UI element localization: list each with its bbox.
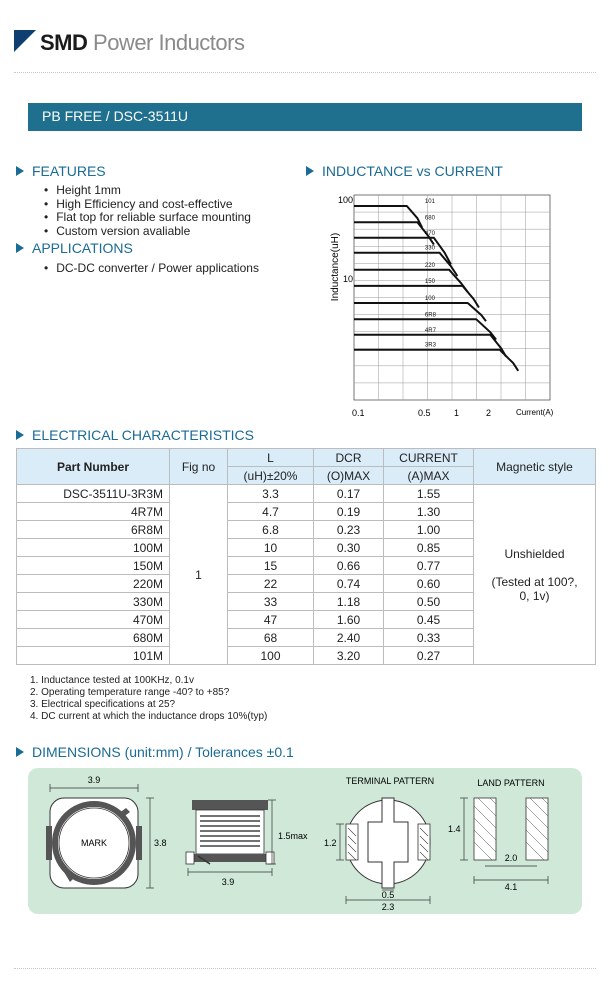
y-axis-label: Inductance(uH) <box>330 232 341 302</box>
current-value: 1.55 <box>384 485 474 503</box>
note: 2. Operating temperature range -40? to +85? <box>30 687 230 698</box>
terminal-width1-label: 0.5 <box>381 890 395 900</box>
dimensions-heading <box>16 744 294 760</box>
header-logo-mark <box>14 30 36 52</box>
dcr-value: 0.30 <box>314 539 384 557</box>
dcr-value: 0.74 <box>314 575 384 593</box>
triangle-bullet-icon <box>16 430 24 440</box>
inductance-value: 6.8 <box>228 521 314 539</box>
dimensions-title: DIMENSIONS (unit:mm) / Tolerances ±0.1 <box>32 744 294 760</box>
header-dcr-unit: (O)MAX <box>314 467 384 485</box>
triangle-bullet-icon <box>306 166 314 176</box>
terminal-width2-label: 2.3 <box>381 902 395 912</box>
magnetic-style-cell <box>474 485 596 665</box>
inductance-value: 47 <box>228 611 314 629</box>
series-label-101: 101 <box>424 199 435 206</box>
features-title: FEATURES <box>32 163 106 179</box>
x-tick-label: 0.1 <box>352 408 365 418</box>
current-value: 0.60 <box>384 575 474 593</box>
part-number: 330M <box>17 593 170 611</box>
y-tick-label: 10 <box>343 274 354 284</box>
title-rest: Power Inductors <box>93 30 245 55</box>
inductance-value: 68 <box>228 629 314 647</box>
note: 3. Electrical specifications at 25? <box>30 699 176 710</box>
electrical-title: ELECTRICAL CHARACTERISTICS <box>32 427 254 443</box>
mark-label: MARK <box>80 838 108 848</box>
triangle-bullet-icon <box>16 166 24 176</box>
features-list <box>44 184 251 238</box>
land-pattern-title: LAND PATTERN <box>477 778 545 788</box>
dcr-value: 1.18 <box>314 593 384 611</box>
electrical-notes <box>30 675 267 723</box>
inductance-value: 10 <box>228 539 314 557</box>
series-label-150: 150 <box>424 278 435 285</box>
header-dcr: DCR <box>314 449 384 467</box>
inductance-value: 22 <box>228 575 314 593</box>
header-fig-no: Fig no <box>170 449 228 485</box>
note: 4. DC current at which the inductance drops 10%(typ) <box>30 711 268 722</box>
magnetic-style-note: (Tested at 100?, 0, 1v) <box>491 574 578 603</box>
fig-no: 1 <box>170 485 228 665</box>
electrical-heading <box>16 427 254 443</box>
top-view-drawing <box>46 784 154 888</box>
series-label-6R8: 6R8 <box>424 312 436 319</box>
page-title <box>40 30 244 56</box>
part-number: 4R7M <box>17 503 170 521</box>
note: 1. Inductance tested at 100KHz, 0.1v <box>30 675 194 686</box>
inductance-value: 100 <box>228 647 314 665</box>
applications-list <box>44 262 259 276</box>
side-height-label: 1.5max <box>278 831 308 841</box>
features-heading <box>16 163 106 179</box>
current-value: 0.33 <box>384 629 474 647</box>
inductance-value: 3.3 <box>228 485 314 503</box>
terminal-pattern-title: TERMINAL PATTERN <box>345 776 435 786</box>
series-label-470: 470 <box>424 230 435 237</box>
list-item: • Custom version avaliable <box>44 225 251 239</box>
header-current: CURRENT <box>384 449 474 467</box>
series-label-100: 100 <box>424 296 435 303</box>
dcr-value: 0.19 <box>314 503 384 521</box>
header-l-unit: (uH)±20% <box>228 467 314 485</box>
top-width-label: 3.9 <box>87 775 101 785</box>
title-bold: SMD <box>40 30 88 55</box>
land-height-label: 1.4 <box>448 824 461 834</box>
dcr-value: 3.20 <box>314 647 384 665</box>
series-label-680: 680 <box>424 215 435 222</box>
product-bar-label: PB FREE / DSC-3511U <box>42 108 189 124</box>
series-label-220: 220 <box>424 262 435 269</box>
current-value: 0.85 <box>384 539 474 557</box>
inductance-chart <box>326 185 562 425</box>
x-axis-label: Current(A) <box>516 408 554 417</box>
current-value: 0.45 <box>384 611 474 629</box>
table-row <box>17 485 596 503</box>
series-label-4R7: 4R7 <box>424 327 436 334</box>
x-tick-label: 0.5 <box>418 408 431 418</box>
list-item: • Flat top for reliable surface mounting <box>44 211 251 225</box>
dcr-value: 1.60 <box>314 611 384 629</box>
list-item: • High Efficiency and cost-effective <box>44 198 251 212</box>
part-number: 100M <box>17 539 170 557</box>
side-width-label: 3.9 <box>221 877 235 887</box>
dcr-value: 0.66 <box>314 557 384 575</box>
part-number: 150M <box>17 557 170 575</box>
header-current-unit: (A)MAX <box>384 467 474 485</box>
header-part-number: Part Number <box>17 449 170 485</box>
current-value: 0.50 <box>384 593 474 611</box>
applications-heading <box>16 240 133 256</box>
side-view-drawing <box>186 800 276 876</box>
dcr-value: 2.40 <box>314 629 384 647</box>
list-item: • DC-DC converter / Power applications <box>44 262 259 276</box>
inductance-heading <box>306 163 503 179</box>
part-number: 101M <box>17 647 170 665</box>
inductance-value: 4.7 <box>228 503 314 521</box>
series-label-3R3: 3R3 <box>424 342 436 349</box>
part-number: 470M <box>17 611 170 629</box>
triangle-bullet-icon <box>16 243 24 253</box>
chart-grid <box>354 195 550 400</box>
land-total-label: 4.1 <box>504 882 518 892</box>
x-tick-label: 1 <box>454 408 460 418</box>
dcr-value: 0.17 <box>314 485 384 503</box>
terminal-height-label: 1.2 <box>324 838 337 848</box>
y-tick-label: 100 <box>338 195 354 205</box>
footer-divider <box>14 968 596 969</box>
list-item: • Height 1mm <box>44 184 251 198</box>
land-gap-label: 2.0 <box>504 853 518 863</box>
header-l: L <box>228 449 314 467</box>
terminal-pattern-drawing <box>336 798 430 904</box>
inductance-value: 15 <box>228 557 314 575</box>
land-pattern-drawing <box>460 798 548 884</box>
inductance-title: INDUCTANCE vs CURRENT <box>322 163 503 179</box>
part-number: 220M <box>17 575 170 593</box>
triangle-bullet-icon <box>16 747 24 757</box>
series-label-330: 330 <box>424 245 435 252</box>
part-number: 680M <box>17 629 170 647</box>
magnetic-style-value: Unshielded <box>504 546 565 561</box>
current-value: 0.27 <box>384 647 474 665</box>
dcr-value: 0.23 <box>314 521 384 539</box>
current-value: 1.00 <box>384 521 474 539</box>
inductance-value: 33 <box>228 593 314 611</box>
part-number: 6R8M <box>17 521 170 539</box>
top-height-label: 3.8 <box>154 838 167 848</box>
header-divider <box>14 72 596 73</box>
current-value: 1.30 <box>384 503 474 521</box>
dimensions-drawing <box>28 768 582 914</box>
current-value: 0.77 <box>384 557 474 575</box>
part-number: DSC-3511U-3R3M <box>17 485 170 503</box>
header-magnetic-style: Magnetic style <box>474 449 596 485</box>
x-tick-label: 2 <box>486 408 492 418</box>
electrical-table <box>16 448 596 665</box>
applications-title: APPLICATIONS <box>32 240 133 256</box>
